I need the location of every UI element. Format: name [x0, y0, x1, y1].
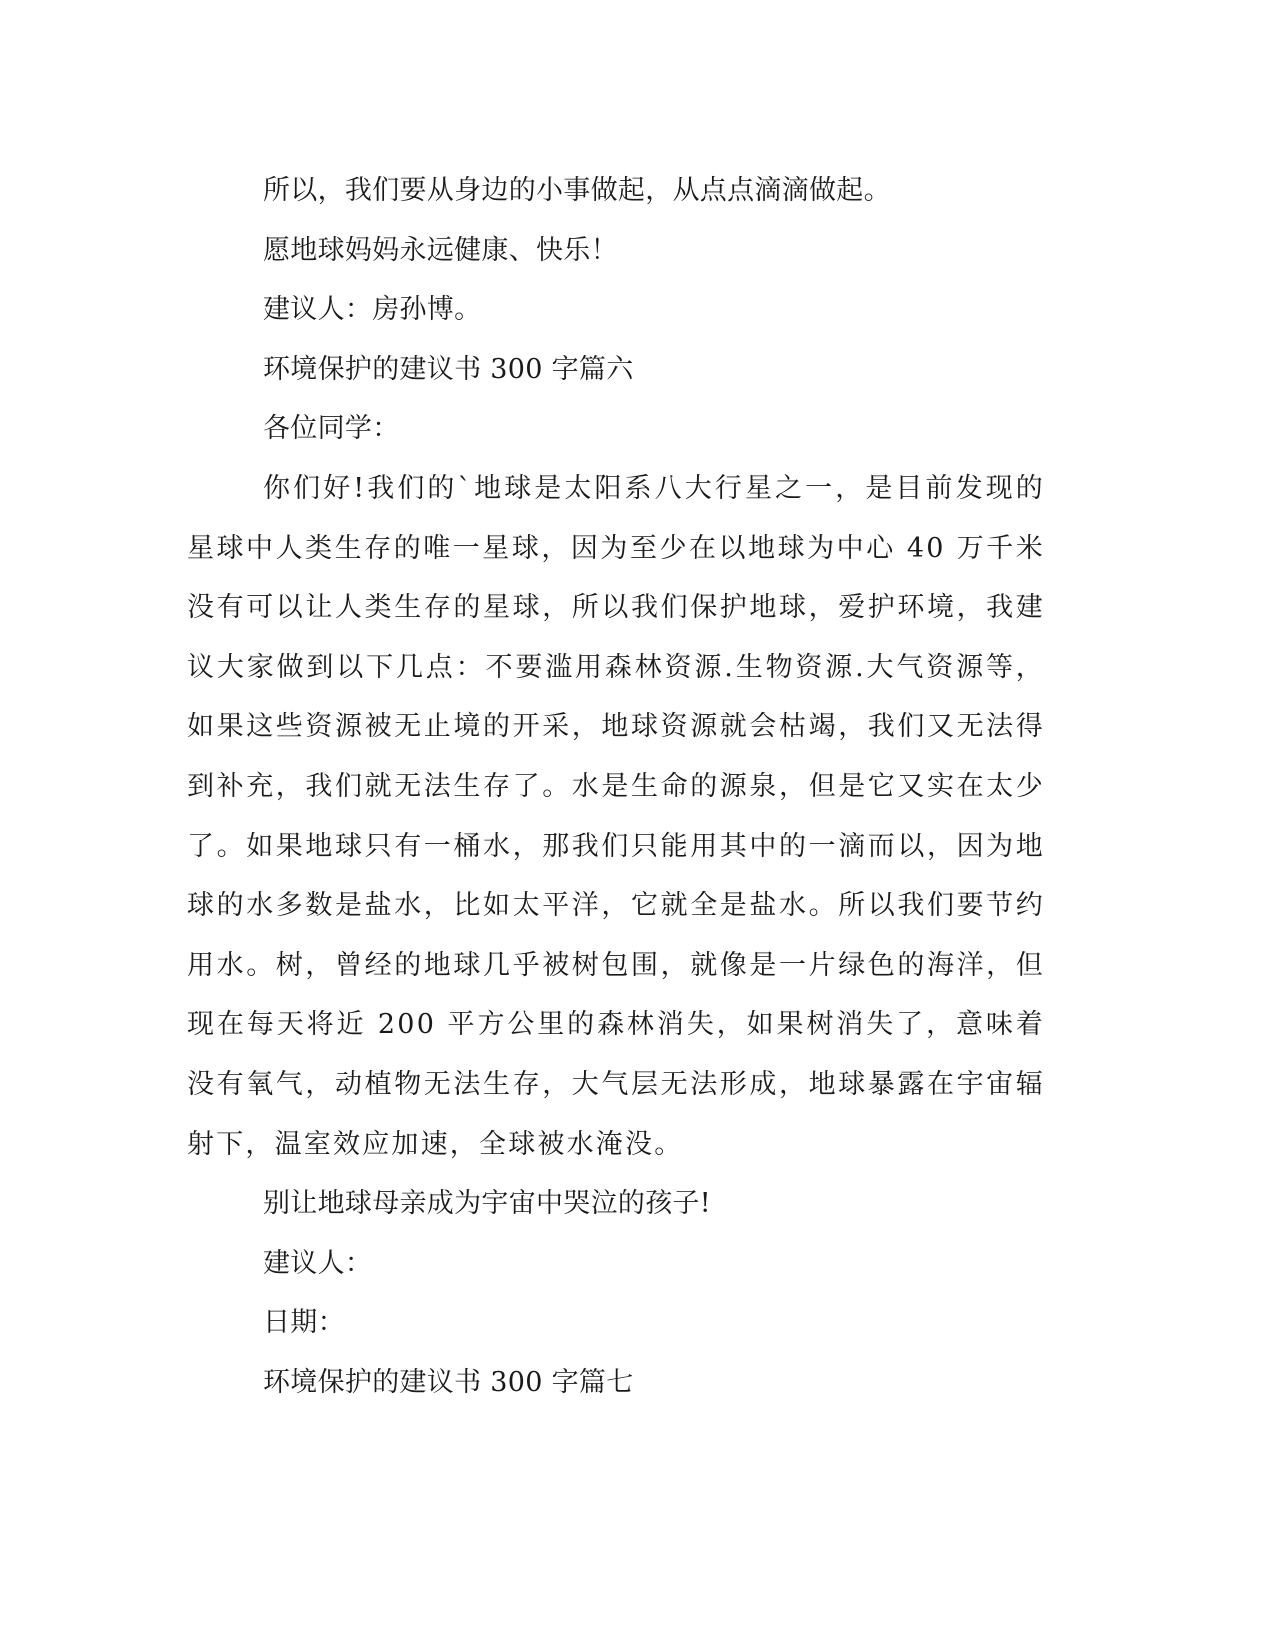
signature-line: 建议人：房孙博。	[263, 294, 482, 326]
appeal-line: 别让地球母亲成为宇宙中哭泣的孩子!	[263, 1188, 711, 1220]
main-paragraph: 你们好!我们的`地球是太阳系八大行星之一，是目前发现的星球中人类生存的唯一星球，因为至少在以地球为中心 40 万千米没有可以让人类生存的星球，所以我们保护地球，爱护环境，我建议大家做到以下几点：不要滥用森林资源.生物资源.大气资源等，如果这些资源被无止境的开采，地球资源就会枯竭，我们又无法得到补充，我们就无法生存了。水是生命的源泉，但是它又实在太少了。如果地球只有一桶水，那我们只能用其中的一滴而以，因为地球的水多数是盐水，比如太平洋，它就全是盐水。所以我们要节约用水。树，曾经的地球几乎被树包围，就像是一片绿色的海洋，但现在每天将近 200 平方公里的森林消失，如果树消失了，意味着没有氧气，动植物无法生存，大气层无法形成，地球暴露在宇宙辐射下，温室效应加速，全球被水淹没。	[187, 472, 1045, 1160]
section-heading-seven: 环境保护的建议书 300 字篇七	[263, 1366, 634, 1398]
date-label: 日期：	[263, 1307, 345, 1339]
document-body	[187, 161, 1077, 1412]
section-heading-six: 环境保护的建议书 300 字篇六	[263, 353, 634, 385]
proposer-label: 建议人：	[263, 1247, 373, 1279]
wish-line: 愿地球妈妈永远健康、快乐！	[263, 234, 618, 266]
closing-sentence: 所以，我们要从身边的小事做起，从点点滴滴做起。	[263, 175, 891, 206]
salutation: 各位同学：	[263, 413, 400, 445]
